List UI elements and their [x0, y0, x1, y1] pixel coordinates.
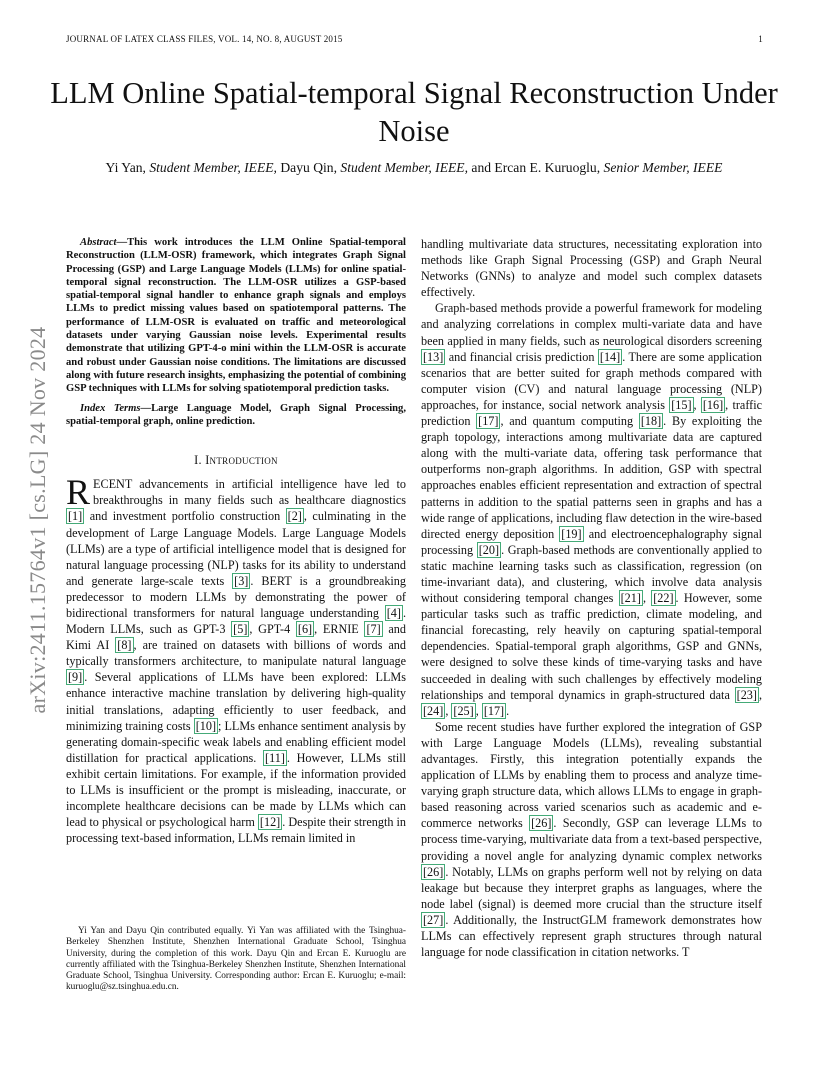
citation-link[interactable]: [20]: [478, 542, 500, 557]
body-text: ,: [642, 591, 652, 606]
citation-link[interactable]: [13]: [423, 349, 444, 364]
author-role: Student Member, IEEE,: [149, 160, 277, 175]
body-text: , and quantum computing: [500, 414, 639, 429]
body-text: . Modern LLMs, such as GPT-3: [66, 606, 406, 637]
citation-link[interactable]: [10]: [195, 718, 217, 733]
abstract-text: —This work introduces the LLM Online Spatial-temporal Reconstruction (LLM-OSR) framework, which integrates Graph Signal Processing (GSP) and Large Language Models (LLMs) for online spatial-temporal signal reconstruction. The LLM-OSR utilizes a GSP-based spatial-temporal signal handler to enhance graph signals and employs LLMs to predict missing values based on spatiotemporal patterns. The performance of LLM-OSR is evaluated on traffic and meteorological datasets under varying Gaussian noise levels. Experimental results demonstrate that utilizing GPT-4-o mini within the LLM-OSR is accurate and robust under Gaussian noise conditions. The limitations are discussed along with future research insights, emphasizing the potential of combining GSP techniques with LLMs for solving spatiotemporal prediction tasks.: [66, 237, 406, 395]
citation-link[interactable]: [1]: [68, 509, 83, 524]
body-text: ; LLMs enhance sentiment analysis by generating domain-specific weak labels and enabling efficient model distillation for practical applications.: [66, 718, 406, 765]
citation-link[interactable]: [25]: [453, 703, 474, 718]
author-footnote: Yi Yan and Dayu Qin contributed equally. Yi Yan was affiliated with the Tsinghua-Berkeley Shenzhen Institute, Shenzhen International Graduate School, Tsinghua University, during the completion of this work. Dayu Qin and Ercan E. Kuruoglu are currently affiliated with the Tsinghua-Berkeley Shenzhen Institute, Shenzhen International Graduate School, Tsinghua University. Corresponding author: Ercan E. Kuruoglu; e-mail: kuruoglu@sz.tsinghua.edu.cn.: [66, 926, 406, 993]
citation-link[interactable]: [18]: [640, 414, 662, 429]
index-terms-label: Index Terms: [80, 402, 141, 414]
citation-link[interactable]: [12]: [259, 815, 281, 830]
citation-link[interactable]: [24]: [423, 703, 444, 718]
citation-link[interactable]: [6]: [297, 622, 313, 637]
citation-link[interactable]: [2]: [287, 509, 302, 524]
author-role: Student Member, IEEE,: [340, 160, 468, 175]
journal-name: JOURNAL OF LATEX CLASS FILES, VOL. 14, NO. 8, AUGUST 2015: [66, 34, 343, 44]
body-text: Some recent studies have further explored the integration of GSP with Large Language Models (LLMs), revealing substantial advantages. Firstly, this integration potentially expands the application of LLMs by enabling them to process and analyze time-varying graph structure data, which allows LLMs to engage in graph-based reasoning across varied scenarios such as academic and e-commerce networks: [421, 719, 762, 831]
citation-link[interactable]: [27]: [423, 912, 444, 927]
body-text: . However, some particular tasks such as traffic prediction, climate modeling, and financial forecasting, rely heavily on capturing spatial-temporal dependencies. Spatial-temporal graph algorithms, GSP and GNNs, were designed to solve these kinds of time-varying tasks and have succeeded in dealing with such challenges by effectively modeling relationships and temporal dynamics in graph-structured data: [421, 591, 763, 702]
body-text: . BERT is a groundbreaking predecessor to modern LLMs by demonstrating the power of bidirectional transformers for natural language understanding: [66, 573, 406, 620]
author-name: and Ercan E. Kuruoglu,: [471, 160, 601, 175]
body-text: . Secondly, GSP can leverage LLMs to process time-varying, multivariate data from a text-based perspective, providing a novel angle for analyzing dynamic complex networks: [421, 816, 762, 863]
citation-link[interactable]: [7]: [366, 622, 381, 637]
citation-link[interactable]: [16]: [702, 397, 724, 412]
introduction-paragraph: [66, 472, 407, 846]
drop-cap: R: [66, 472, 91, 513]
body-text: ,: [693, 397, 701, 412]
index-terms: [66, 402, 406, 429]
body-text: Graph-based methods provide a powerful framework for modeling and analyzing correlations in complex multi-variate data and have been applied in many fields, such as neurological disorders screening: [421, 301, 762, 348]
page-number: 1: [758, 34, 763, 44]
body-text: . There are some application scenarios that are better suited for graph methods compared with computer vision (CV) and natural language processing (NLP) approaches, for instance, social network analysis: [421, 349, 762, 412]
paper-title: LLM Online Spatial-temporal Signal Reconstruction Under Noise: [50, 76, 778, 148]
section-number: I.: [194, 453, 202, 468]
index-terms-text: —Large Language Model, Graph Signal Processing, spatial-temporal graph, online prediction.: [66, 402, 406, 427]
body-text: , GPT-4: [249, 622, 296, 637]
citation-link[interactable]: [19]: [561, 526, 582, 541]
body-text: and electroencephalography signal processing: [421, 526, 763, 557]
citation-link[interactable]: [5]: [233, 622, 248, 637]
citation-link[interactable]: [22]: [653, 591, 674, 606]
body-text: and investment portfolio construction: [84, 509, 286, 524]
citation-link[interactable]: [17]: [478, 414, 499, 429]
body-text: and Kimi AI: [66, 622, 406, 653]
author-role: Senior Member, IEEE: [603, 160, 723, 175]
body-paragraph: [421, 719, 762, 960]
citation-link[interactable]: [4]: [386, 606, 401, 620]
citation-link[interactable]: [15]: [671, 397, 692, 412]
citation-link[interactable]: [26]: [423, 864, 444, 879]
citation-link[interactable]: [9]: [68, 670, 83, 685]
citation-link[interactable]: [17]: [483, 703, 505, 718]
body-text: ,: [475, 703, 482, 718]
abstract-label: Abstract: [80, 237, 117, 248]
citation-link[interactable]: [8]: [117, 638, 132, 653]
author-list: [40, 160, 788, 176]
body-text: . However, LLMs still exhibit certain limitations. For example, if the information provided to LLMs is insufficient or the prompt is misleading, inaccurate, or incomplete healthcare decisions can be made by LLMs which can lead to physical or psychological harm: [66, 750, 407, 830]
body-text: . Several applications of LLMs have been explored: LLMs enhance interactive machine translation by delivering high-quality initial translations, adapting efficiently to user feedback, and minimizing training costs: [66, 670, 406, 733]
body-paragraph: handling multivariate data structures, necessitating exploration into methods like Graph Signal Processing (GSP) and Graph Neural Networks (GNNs) to analyze and model such complex datasets effectively.: [421, 237, 762, 300]
author-name: Dayu Qin,: [280, 160, 337, 175]
body-text: , are trained on datasets with billions of words and typically transformers architecture, to manipulate natural language: [66, 638, 406, 669]
left-column: [66, 236, 406, 846]
citation-link[interactable]: [3]: [234, 573, 249, 588]
citation-link[interactable]: [21]: [620, 591, 641, 606]
body-text: . Additionally, the InstructGLM framework demonstrates how LLMs can effectively represent graph structures through natural language for node classification in citation networks. T: [421, 912, 762, 960]
body-text: . Graph-based methods are conventionally applied to static machine learning tasks such as classification, regression (on time-invariant data), and clustering, which involve data analysis without considering temporal changes: [421, 542, 763, 606]
body-text: , ERNIE: [314, 622, 365, 637]
body-text: and financial crisis prediction: [445, 349, 598, 364]
arxiv-identifier[interactable]: arXiv:2411.15764v1 [cs.LG] 24 Nov 2024: [25, 326, 50, 714]
section-heading: [66, 452, 406, 468]
abstract: [66, 236, 406, 396]
section-title: Introduction: [205, 453, 278, 468]
citation-link[interactable]: [23]: [736, 687, 757, 702]
body-text: ,: [758, 687, 762, 702]
body-paragraph: [421, 300, 762, 718]
body-text: .: [506, 703, 510, 718]
body-text: ECENT advancements in artificial intelligence have led to breakthroughs in many fields such as healthcare diagnostics: [93, 477, 406, 508]
author-name: Yi Yan,: [105, 160, 146, 175]
body-text: , culminating in the development of Large Language Models. Large Language Models (LLMs) are a type of artificial intelligence model that is designed for natural language processing (NLP) tasks for its ability to understand and generate large-scale texts: [66, 509, 406, 588]
body-text: . Notably, LLMs on graphs perform well not by relying on data leakage but because they interpret graphs as languages, where the node label (signal) is deemed more crucial than the structure itself: [421, 864, 762, 911]
right-column: [421, 236, 762, 960]
citation-link[interactable]: [26]: [531, 816, 552, 831]
running-header: [66, 34, 763, 44]
citation-link[interactable]: [11]: [265, 750, 285, 765]
body-text: , traffic prediction: [421, 397, 763, 429]
body-text: ,: [445, 703, 452, 718]
body-text: . Despite their strength in processing text-based information, LLMs remain limited in: [66, 815, 407, 846]
citation-link[interactable]: [14]: [599, 349, 621, 364]
body-text: . By exploiting the graph topology, interactions among multivariate data are captured along with the multi-variate data, offering task performance that outperforms non-graph algorithms. In addition, GSP with spectral approaches enables efficient representation and extraction of spectral patterns in addition to the spatial patterns seen in graphs and has a wide range of applications, including flaw detection in the wire-based directed energy deposition: [421, 414, 762, 541]
